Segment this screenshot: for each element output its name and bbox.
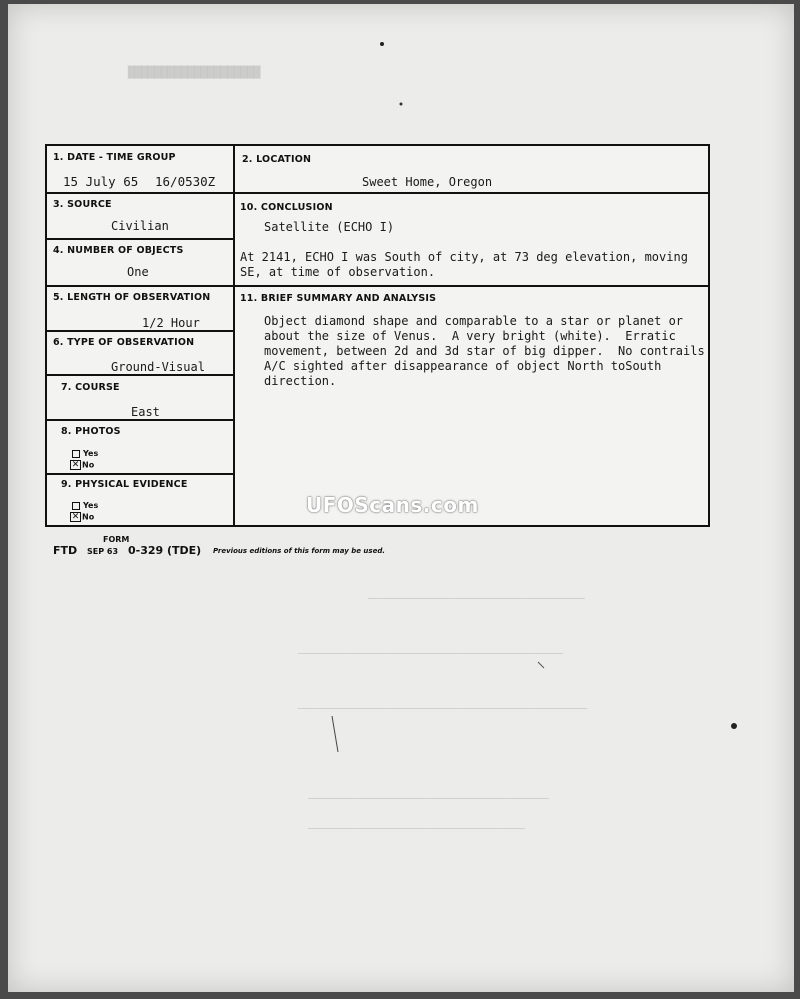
source-value: Civilian <box>111 219 169 233</box>
summary-line: direction. <box>264 374 337 388</box>
report-form <box>45 144 710 527</box>
footer-note: Previous editions of this form may be used. <box>213 547 385 555</box>
checkbox-icon <box>72 450 80 458</box>
course-label: 7. COURSE <box>61 382 120 393</box>
document-page <box>8 4 794 992</box>
physical-evidence-no-option: ✕ No <box>71 512 95 522</box>
date-value: 15 July 65 <box>63 174 139 189</box>
bleed-through-text: ████████████████████ <box>128 66 261 79</box>
summary-line: about the size of Venus. A very bright (white). Erratic <box>264 329 676 343</box>
footer-form-number: 0-329 (TDE) <box>128 544 202 557</box>
summary-text <box>264 314 705 389</box>
bleed-through-text: ──────────────────────────────────── <box>368 594 585 605</box>
time-value: 16/0530Z <box>155 174 216 189</box>
physical-evidence-label: 9. PHYSICAL EVIDENCE <box>61 479 188 490</box>
row-divider <box>47 473 235 475</box>
photos-no-option: ✕ No <box>71 460 95 470</box>
summary-line: Object diamond shape and comparable to a star or planet or <box>264 314 684 328</box>
watermark: UFOScans.com <box>306 493 479 517</box>
row-divider <box>47 192 235 194</box>
number-of-objects-label: 4. NUMBER OF OBJECTS <box>53 245 184 256</box>
row-divider <box>233 285 708 287</box>
summary-line: movement, between 2d and 3d star of big dipper. No contrails <box>264 344 705 358</box>
physical-evidence-yes-option: Yes <box>72 501 98 510</box>
bleed-through-text: ──────────────────────────────────── <box>308 824 525 835</box>
bleed-through-text: ──────────────────────────────────────────────── <box>298 704 587 715</box>
checked-box-icon: ✕ <box>71 512 80 522</box>
row-divider <box>47 374 235 376</box>
footer-date: SEP 63 <box>87 547 119 556</box>
conclusion-label: 10. CONCLUSION <box>240 202 333 213</box>
checked-box-icon: ✕ <box>71 460 80 470</box>
bleed-through-text: ──────────────────────────────────────── <box>308 794 549 805</box>
conclusion-value: Satellite (ECHO I) <box>264 220 395 234</box>
row-divider <box>47 419 235 421</box>
footer-ftd: FTD <box>53 544 78 557</box>
date-time-group-label: 1. DATE - TIME GROUP <box>53 152 176 163</box>
row-divider <box>47 330 235 332</box>
course-value: East <box>131 405 160 419</box>
number-of-objects-value: One <box>127 265 149 279</box>
checkbox-icon <box>72 502 80 510</box>
conclusion-note-line-2: SE, at time of observation. <box>240 265 436 279</box>
photos-yes-option: Yes <box>72 449 98 458</box>
bleed-through-text: ──────────────────────────────────────────── <box>298 649 563 660</box>
column-divider <box>233 146 235 525</box>
summary-label: 11. BRIEF SUMMARY AND ANALYSIS <box>240 293 437 304</box>
row-divider <box>233 192 708 194</box>
row-divider <box>47 238 235 240</box>
length-of-observation-label: 5. LENGTH OF OBSERVATION <box>53 292 211 303</box>
photos-label: 8. PHOTOS <box>61 426 121 437</box>
conclusion-note-line-1: At 2141, ECHO I was South of city, at 73 deg elevation, moving <box>240 250 688 264</box>
source-label: 3. SOURCE <box>53 199 112 210</box>
type-of-observation-label: 6. TYPE OF OBSERVATION <box>53 337 195 348</box>
length-of-observation-value: 1/2 Hour <box>142 316 200 330</box>
summary-line: A/C sighted after disappearance of object North toSouth <box>264 359 662 373</box>
row-divider <box>47 285 235 287</box>
footer-form-word: FORM <box>103 535 130 544</box>
type-of-observation-value: Ground-Visual <box>111 360 205 374</box>
location-label: 2. LOCATION <box>242 154 312 165</box>
location-value: Sweet Home, Oregon <box>362 175 493 189</box>
